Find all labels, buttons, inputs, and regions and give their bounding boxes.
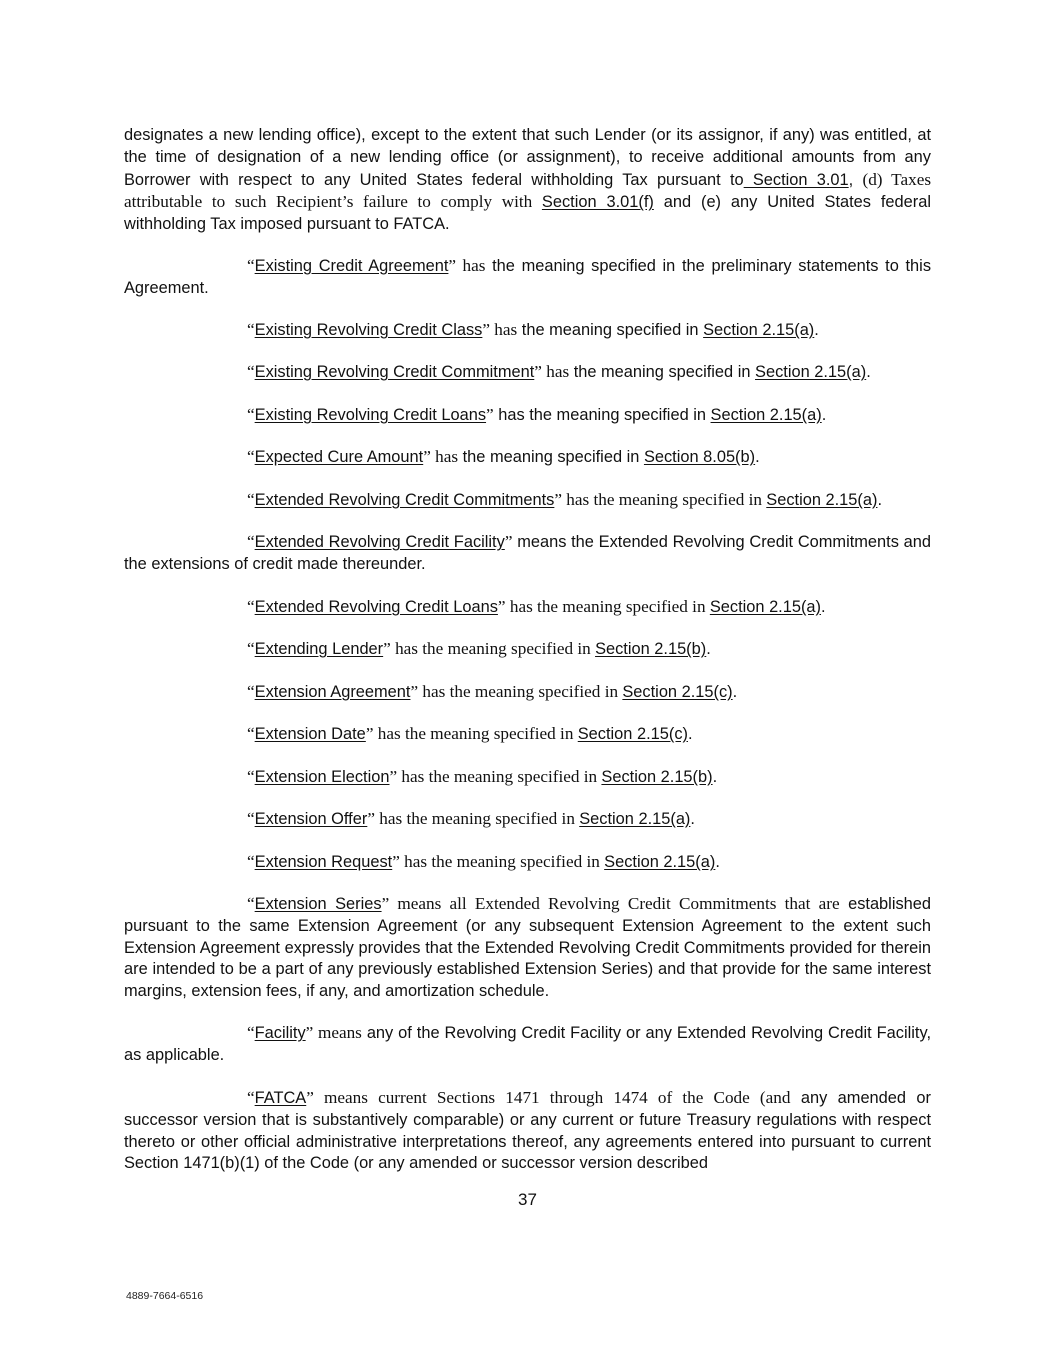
definition-connector: ” has the meaning specified in xyxy=(410,682,623,701)
intro-text-3: (d) Taxes attributable to such Recipient’s failure to comply with xyxy=(124,169,932,212)
open-quote: “ xyxy=(247,809,255,828)
definition-text: the meaning specified in the preliminary statements to this Agreement. xyxy=(124,257,932,297)
definition-connector: ” has the meaning specified in xyxy=(365,724,578,743)
definition-end: . xyxy=(715,853,720,871)
definition-end: . xyxy=(690,810,695,828)
defined-term: Extension Date xyxy=(254,725,366,743)
section-reference: Section 2.15(a) xyxy=(755,363,867,381)
definition-connector: ” has the meaning specified in xyxy=(554,490,767,509)
open-quote: “ xyxy=(247,767,255,786)
page-number: 37 xyxy=(518,1190,537,1209)
section-reference: Section 2.15(a) xyxy=(703,321,815,339)
defined-term: Extension Election xyxy=(254,768,390,786)
defined-term: Existing Revolving Credit Class xyxy=(254,321,483,339)
definition-end: . xyxy=(877,491,883,509)
open-quote: “ xyxy=(247,490,255,509)
definition-connector: ” has xyxy=(448,256,486,275)
defined-term: Extended Revolving Credit Facility xyxy=(254,533,505,551)
defined-term: Extension Request xyxy=(254,853,393,871)
definition-paragraph xyxy=(124,596,931,619)
open-quote: “ xyxy=(247,320,255,339)
definition-connector: ” has the meaning specified in xyxy=(383,639,596,658)
open-quote: “ xyxy=(247,405,255,424)
definition-text: any of the Revolving Credit Facility or any Extended Revolving Credit Facility, as applicable. xyxy=(124,1024,931,1064)
section-reference: Section 2.15(a) xyxy=(709,598,822,616)
definition-end: . xyxy=(732,683,738,701)
definition-paragraph xyxy=(124,404,931,427)
definition-connector: ” has xyxy=(534,362,570,381)
definition-end: . xyxy=(866,363,871,381)
document-id: 4889-7664-6516 xyxy=(126,1290,204,1302)
open-quote: “ xyxy=(247,532,255,551)
definition-paragraph xyxy=(124,638,931,661)
definition-paragraph xyxy=(124,723,931,746)
open-quote: “ xyxy=(247,639,255,658)
definition-text: the meaning specified in xyxy=(458,448,644,466)
definition-connector: ” xyxy=(486,405,494,424)
section-reference: Section 2.15(b) xyxy=(601,768,713,786)
section-reference: Section 2.15(b) xyxy=(595,640,707,658)
definition-connector: ” means xyxy=(305,1023,362,1042)
definition-text: the meaning specified in xyxy=(569,363,756,381)
defined-term: Extending Lender xyxy=(254,640,384,658)
definition-end: . xyxy=(821,406,827,424)
definition-connector: ” has the meaning specified in xyxy=(392,852,605,871)
definition-connector: ” has the meaning specified in xyxy=(367,809,580,828)
defined-term: Extended Revolving Credit Loans xyxy=(254,598,498,616)
open-quote: “ xyxy=(247,894,255,913)
open-quote: “ xyxy=(247,447,255,466)
intro-text-4: and (e) any United States federal withholding Tax imposed pursuant to FATCA. xyxy=(124,193,931,234)
defined-term: FATCA xyxy=(254,1089,307,1107)
definition-connector: ” has the meaning specified in xyxy=(497,597,710,616)
definition-paragraph xyxy=(124,893,931,1003)
section-reference: Section 2.15(a) xyxy=(579,810,691,828)
defined-term: Existing Revolving Credit Commitment xyxy=(254,363,535,381)
defined-term: Expected Cure Amount xyxy=(254,448,424,466)
defined-term: Extension Agreement xyxy=(254,683,411,701)
definition-text: established pursuant to the same Extension Agreement (or any subsequent Extension Agreement to the extent such Extension Agreement expressly provides that the Extended Revolving Credit Commitments provided for therein are intended to be a part of any previously established Extension Series) and that provide for the same interest margins, extension fees, if any, and amortization schedule. xyxy=(124,895,931,1001)
definition-end: . xyxy=(755,448,760,466)
definition-end: . xyxy=(687,725,693,743)
open-quote: “ xyxy=(247,362,255,381)
section-reference: Section 2.15(a) xyxy=(604,853,716,871)
definition-text: has the meaning specified in xyxy=(493,406,711,424)
definition-connector: ” has the meaning specified in xyxy=(389,767,602,786)
definition-end: . xyxy=(814,321,819,339)
section-reference: Section 2.15(a) xyxy=(766,491,878,509)
definition-paragraph xyxy=(124,1087,931,1175)
definition-end: . xyxy=(706,640,711,658)
defined-term: Existing Credit Agreement xyxy=(254,257,449,275)
defined-term: Extended Revolving Credit Commitments xyxy=(254,491,555,509)
open-quote: “ xyxy=(247,724,255,743)
definition-paragraph xyxy=(124,489,931,512)
open-quote: “ xyxy=(247,1023,255,1042)
definition-connector: ” xyxy=(504,532,513,551)
definition-paragraph xyxy=(124,808,931,831)
open-quote: “ xyxy=(247,852,255,871)
open-quote: “ xyxy=(247,1088,255,1107)
definition-paragraph xyxy=(124,681,931,704)
definition-paragraph xyxy=(124,1022,931,1067)
definition-text: means the Extended Revolving Credit Commitments and the extensions of credit made thereunder. xyxy=(124,533,931,573)
definition-text: the meaning specified in xyxy=(517,321,704,339)
defined-term: Extension Series xyxy=(254,895,382,913)
section-reference: Section 2.15(c) xyxy=(622,683,733,701)
definition-connector: ” has xyxy=(482,320,518,339)
definition-paragraph xyxy=(124,446,931,469)
section-reference: Section 2.15(a) xyxy=(710,406,822,424)
defined-term: Existing Revolving Credit Loans xyxy=(254,406,487,424)
open-quote: “ xyxy=(247,256,255,275)
definition-paragraph xyxy=(124,766,931,789)
intro-text-1: designates a new lending office), except to the extent that such Lender (or its assignor, if any) was entitled, at the time of designation of a new lending office (or assignment), to receive additional amounts from any Borrower with respect to any United States federal withholding Tax pursuant to xyxy=(124,126,931,189)
definition-text: any amended or successor version that is substantively comparable) or any current or future Treasury regulations with respect thereto or other official administrative interpretations thereof, any agreements entered into pursuant to current Section 1471(b)(1) of the Code (or any amended or successor version described xyxy=(124,1089,931,1173)
intro-paragraph xyxy=(124,125,931,236)
defined-term: Extension Offer xyxy=(254,810,368,828)
open-quote: “ xyxy=(247,597,255,616)
section-reference: Section 8.05(b) xyxy=(643,448,756,466)
definition-paragraph xyxy=(124,255,931,300)
definition-connector: ” means all Extended Revolving Credit Commitments that are xyxy=(381,894,840,913)
section-3-01f-reference: Section 3.01(f) xyxy=(541,193,654,212)
open-quote: “ xyxy=(247,682,255,701)
definition-paragraph xyxy=(124,531,931,576)
section-3-01-reference: Section 3.01 xyxy=(743,170,849,189)
intro-text-2: , xyxy=(848,170,863,189)
definition-connector: ” means current Sections 1471 through 1474 of the Code (and xyxy=(306,1088,791,1107)
definition-connector: ” has xyxy=(423,447,459,466)
section-reference: Section 2.15(c) xyxy=(577,725,688,743)
definition-paragraph xyxy=(124,319,931,342)
definition-end: . xyxy=(821,598,826,616)
definition-end: . xyxy=(712,768,718,786)
defined-term: Facility xyxy=(254,1024,306,1042)
definition-paragraph xyxy=(124,361,931,384)
definition-paragraph xyxy=(124,851,931,874)
